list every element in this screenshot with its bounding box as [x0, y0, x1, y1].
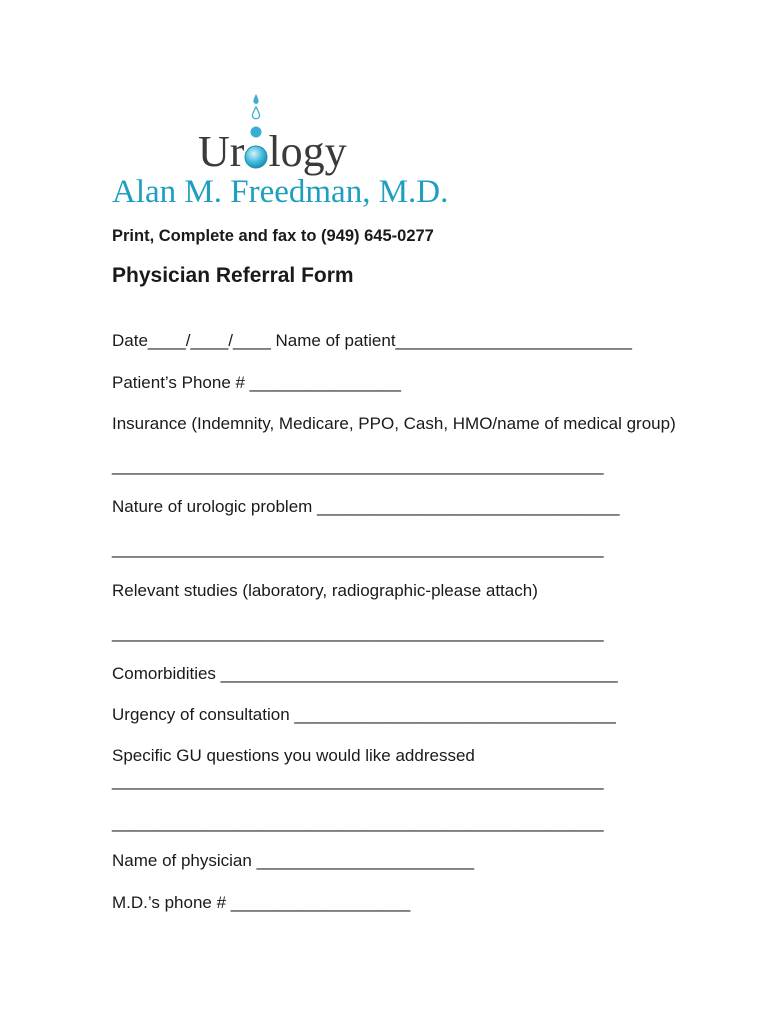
urgency-field[interactable]: Urgency of consultation __________________________________	[112, 705, 616, 724]
gu-questions-line-1[interactable]: ____________________________________________________	[112, 771, 604, 790]
patient-phone-field[interactable]: Patient’s Phone # ________________	[112, 373, 401, 392]
md-phone-field[interactable]: M.D.’s phone # ___________________	[112, 893, 411, 912]
urologic-problem-field[interactable]: Nature of urologic problem ________________________________	[112, 497, 620, 516]
gu-questions-label: Specific GU questions you would like addressed	[112, 746, 475, 765]
form-title: Physician Referral Form	[112, 264, 354, 287]
logo-word-logy: logy	[268, 127, 347, 176]
urologic-problem-line[interactable]: ____________________________________________________	[112, 539, 604, 558]
relevant-studies-line[interactable]: ____________________________________________________	[112, 623, 604, 642]
comorbidities-field[interactable]: Comorbidities __________________________________________	[112, 664, 618, 683]
logo-word-ur: Ur	[198, 127, 245, 176]
logo-wordmark	[198, 127, 347, 176]
fax-instruction: Print, Complete and fax to (949) 645-0277	[112, 227, 434, 245]
relevant-studies-label: Relevant studies (laboratory, radiographic-please attach)	[112, 581, 538, 600]
insurance-line[interactable]: ____________________________________________________	[112, 456, 604, 475]
insurance-label: Insurance (Indemnity, Medicare, PPO, Cash, HMO/name of medical group)	[112, 414, 676, 433]
date-patient-name-field[interactable]: Date____/____/____ Name of patient_________________________	[112, 331, 632, 350]
physician-name-field[interactable]: Name of physician _______________________	[112, 851, 475, 870]
doctor-name: Alan M. Freedman, M.D.	[112, 174, 449, 210]
gu-questions-line-2[interactable]: ____________________________________________________	[112, 813, 604, 832]
